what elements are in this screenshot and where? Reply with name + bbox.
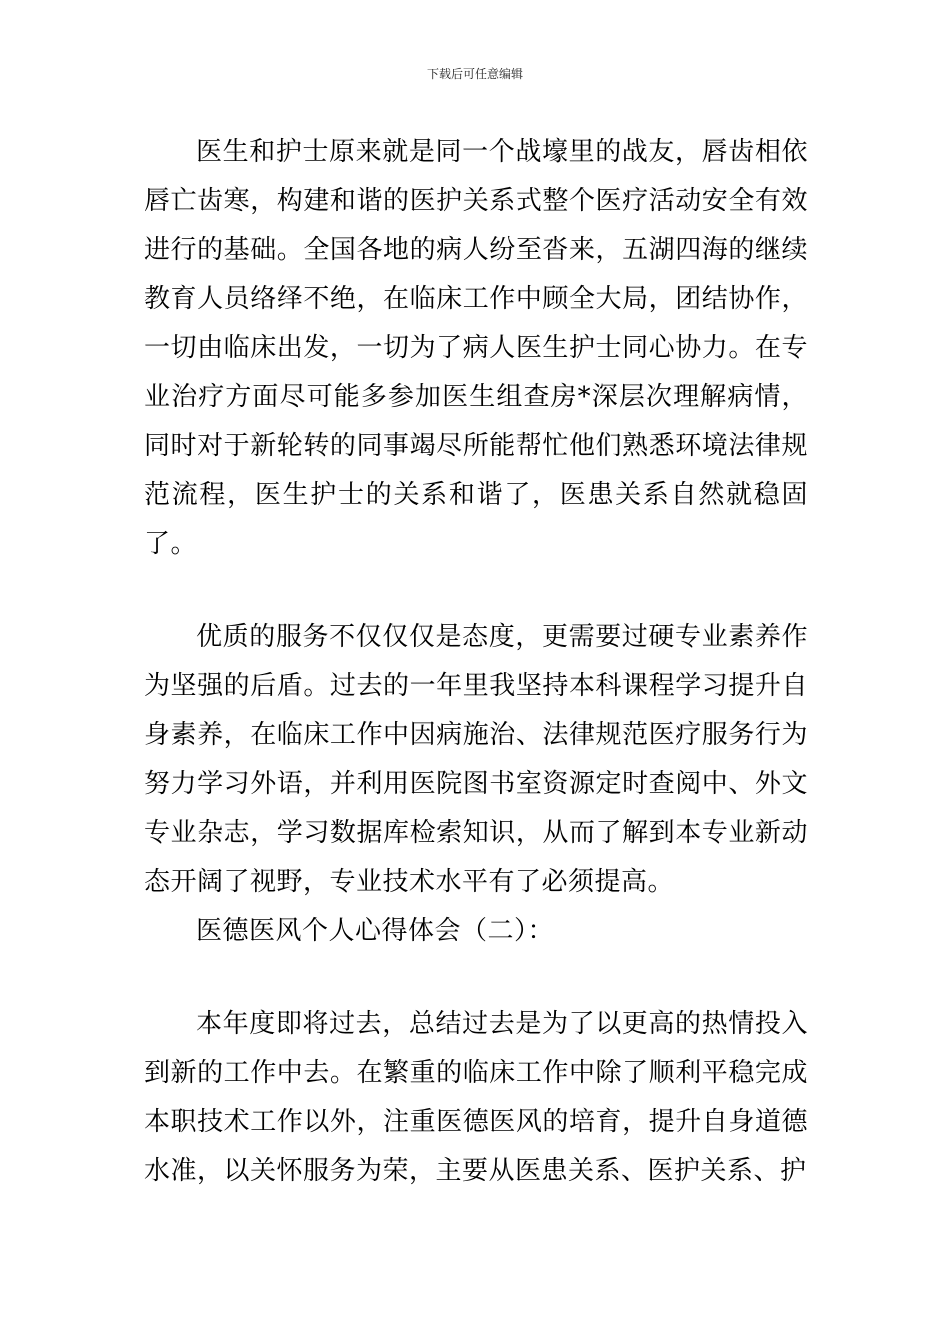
section-heading: 医德医风个人心得体会（二）： xyxy=(196,916,555,946)
body-paragraph: 医生和护士原来就是同一个战壕里的战友，唇齿相依唇亡齿寒，构建和谐的医护关系式整个医疗活动安全有效进行的基础。全国各地的病人纷至沓来，五湖四海的继续教育人员络绎不绝，在临床工作中顾全大局，团结协作，一切由临床出发，一切为了病人医生护士同心协力。在专业治疗方面尽可能多参加医生组查房*深层次理解病情，同时对于新轮转的同事竭尽所能帮忙他们熟悉环境法律规范流程，医生护士的关系和谐了，医患关系自然就稳固了。 xyxy=(144,137,808,559)
body-paragraph: 优质的服务不仅仅仅是态度，更需要过硬专业素养作为坚强的后盾。过去的一年里我坚持本科课程学习提升自身素养，在临床工作中因病施治、法律规范医疗服务行为努力学习外语，并利用医院图书室资源定时查阅中、外文专业杂志，学习数据库检索知识，从而了解到本专业新动态开阔了视野，专业技术水平有了必须提高。 xyxy=(144,622,808,897)
page-header-note: 下载后可任意编辑 xyxy=(426,67,523,81)
body-paragraph: 本年度即将过去，总结过去是为了以更高的热情投入到新的工作中去。在繁重的临床工作中除了顺利平稳完成本职技术工作以外，注重医德医风的培育，提升自身道德水准，以关怀服务为荣，主要从医患关系、医护关系、护 xyxy=(144,1009,808,1186)
document-body xyxy=(144,128,808,1196)
